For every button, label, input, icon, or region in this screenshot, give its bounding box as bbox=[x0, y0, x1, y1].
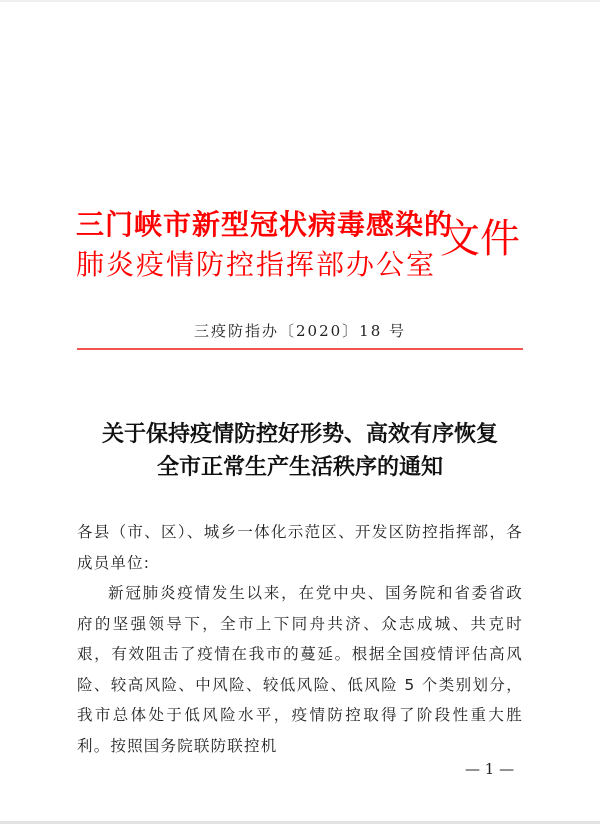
page-number: — 1 — bbox=[465, 760, 515, 778]
document-body bbox=[77, 517, 523, 761]
body-paragraph: 新冠肺炎疫情发生以来，在党中央、国务院和省委省政府的坚强领导下，全市上下同舟共济、众志成城、共克时艰，有效阻击了疫情在我市的蔓延。根据全国疫情评估高风险、较高风险、中风险、较低风险、低风险 5 个类别划分，我市总体处于低风险水平，疫情防控取得了阶段性重大胜利。按照国务院联防联控机 bbox=[77, 584, 523, 755]
title-line-1: 关于保持疫情防控好形势、高效有序恢复 bbox=[101, 421, 498, 447]
document-title bbox=[0, 418, 600, 484]
document-number: 三疫防指办〔2020〕18 号 bbox=[193, 322, 407, 340]
document-type-label: 文件 bbox=[440, 216, 520, 262]
red-divider-line bbox=[77, 348, 523, 350]
salutation: 各县（市、区）、城乡一体化示范区、开发区防控指挥部，各成员单位: bbox=[77, 523, 523, 572]
issuing-organization bbox=[76, 205, 453, 285]
title-line-2: 全市正常生产生活秩序的通知 bbox=[156, 454, 443, 480]
org-line-2: 肺炎疫情防控指挥部办公室 bbox=[76, 248, 437, 281]
org-line-1: 三门峡市新型冠状病毒感染的 bbox=[76, 208, 454, 241]
page-top-edge bbox=[0, 0, 600, 2]
